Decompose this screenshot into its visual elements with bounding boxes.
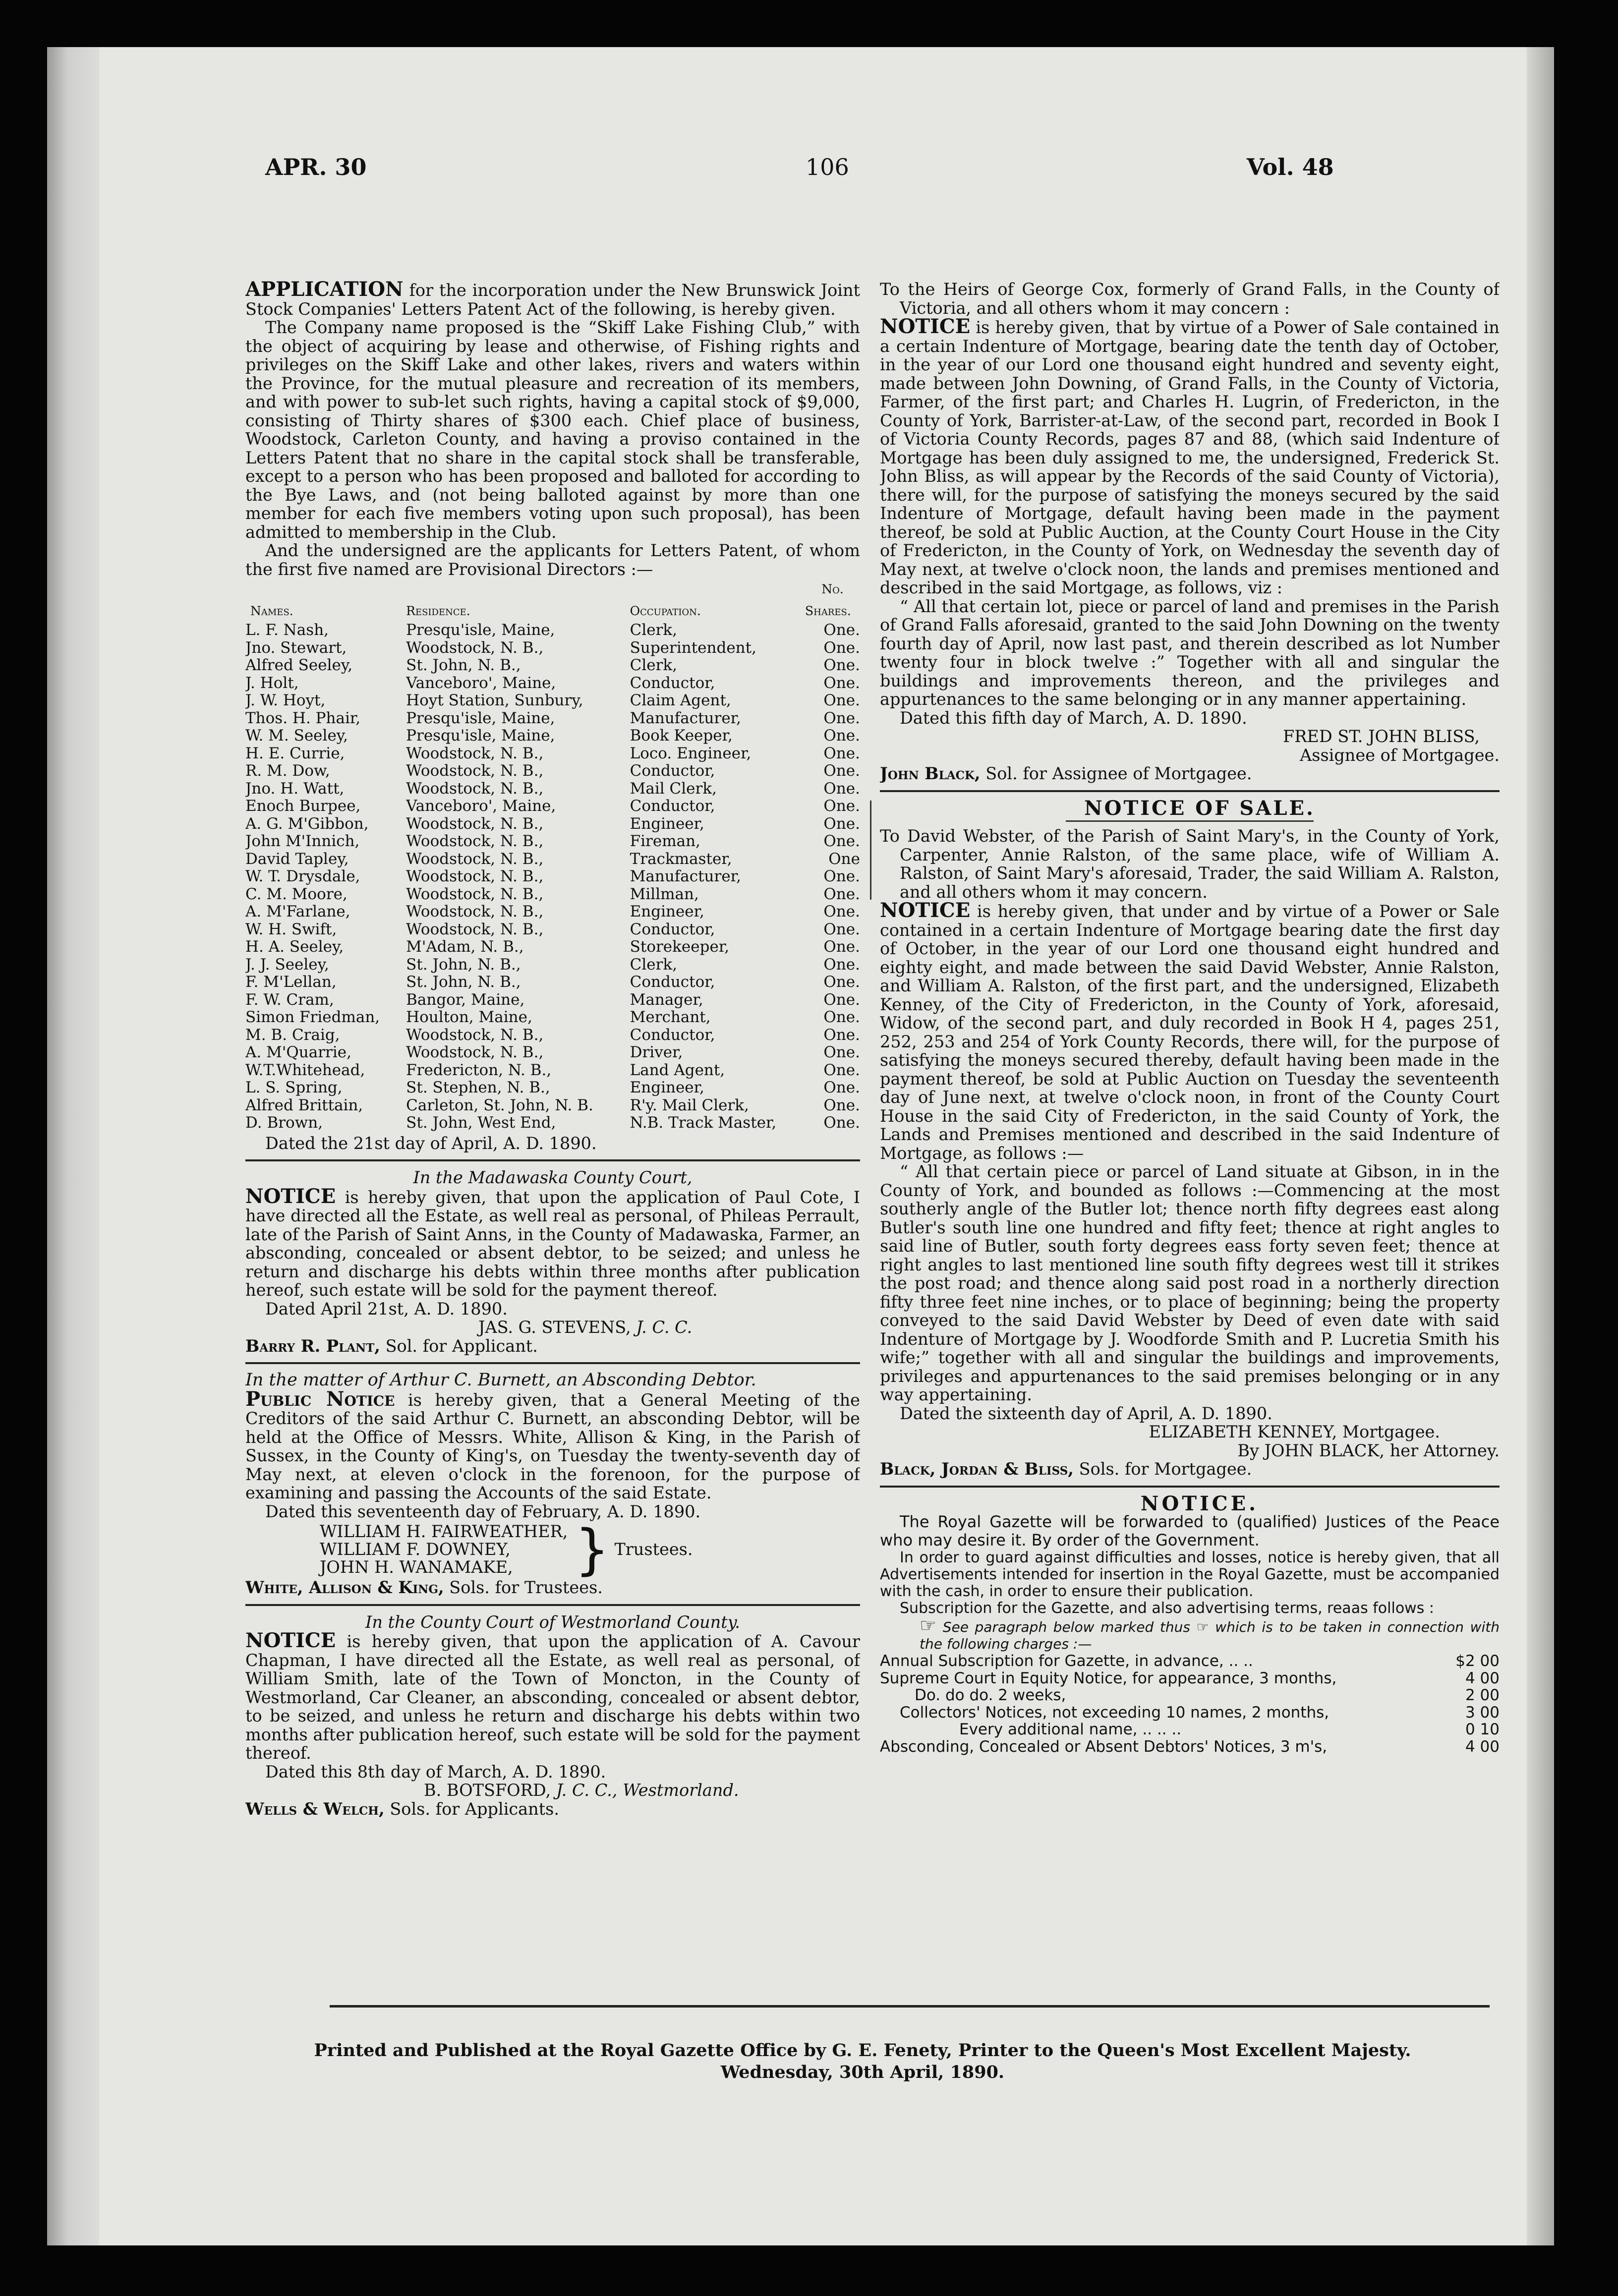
applicant-name: D. Brown,	[245, 1114, 323, 1132]
section-divider	[245, 1159, 860, 1161]
applicant-residence: Woodstock, N. B.,	[406, 780, 544, 798]
column-residence: Residence.	[406, 603, 470, 618]
madawaska-lead: NOTICE	[245, 1184, 336, 1208]
burnett-solicitor-name: White, Allison & King,	[245, 1578, 444, 1597]
applicant-residence: Woodstock, N. B.,	[406, 815, 544, 833]
brace-symbol: }	[575, 1518, 610, 1581]
westmorland-dated: Dated this 8th day of March, A. D. 1890.	[265, 1762, 606, 1781]
applicant-occupation: N.B. Track Master,	[630, 1114, 777, 1132]
applicant-name: Alfred Brittain,	[245, 1096, 363, 1114]
applicant-residence: Woodstock, N. B.,	[406, 868, 544, 885]
westmorland-solicitor-name: Wells & Welch,	[245, 1799, 385, 1819]
applicant-residence: Carleton, St. John, N. B.	[406, 1096, 593, 1114]
applicant-shares: One.	[823, 868, 860, 885]
table-row	[245, 1114, 860, 1132]
applicant-occupation: Trackmaster,	[630, 850, 732, 868]
applicant-residence: Presqu'isle, Maine,	[406, 622, 555, 639]
applicant-shares: One.	[823, 780, 860, 798]
trustee-name: WILLIAM F. DOWNEY,	[320, 1540, 511, 1559]
sale-lead: NOTICE	[880, 899, 971, 922]
applicant-shares: One.	[823, 815, 860, 833]
rate-amount: 2 00	[1465, 1686, 1500, 1704]
applicant-name: W. M. Seeley,	[245, 727, 348, 745]
sale-signature: ELIZABETH KENNEY, Mortgagee.	[1149, 1422, 1440, 1441]
cox-solicitor-name: John Black,	[880, 764, 981, 783]
cox-dated: Dated this fifth day of March, A. D. 1890.	[900, 708, 1247, 728]
applicant-occupation: Land Agent,	[630, 1061, 725, 1079]
trustees-label: Trustees.	[614, 1540, 693, 1559]
applicant-occupation: Conductor,	[630, 920, 715, 938]
applicant-occupation: Clerk,	[630, 956, 678, 974]
sale-title: NOTICE OF SALE.	[1084, 796, 1315, 820]
table-row	[245, 1062, 860, 1080]
burnett-notice	[245, 1371, 860, 1597]
applicant-residence: Woodstock, N. B.,	[406, 885, 544, 903]
gazette-page	[47, 47, 1554, 2245]
table-row	[245, 974, 860, 991]
column-divider	[870, 801, 871, 900]
applicant-residence: Woodstock, N. B.,	[406, 1044, 544, 1061]
madawaska-signature-title: J. C. C.	[636, 1318, 693, 1337]
rate-description: Annual Subscription for Gazette, in advance, .. ..	[880, 1652, 1253, 1670]
applicant-residence: Woodstock, N. B.,	[406, 850, 544, 868]
applicant-residence: St. Stephen, N. B.,	[406, 1079, 550, 1096]
applicant-name: Enoch Burpee,	[245, 798, 361, 815]
trustee-name: JOHN H. WANAMAKE,	[320, 1557, 513, 1577]
cox-address: To the Heirs of George Cox, formerly of Grand Falls, in the County of Victoria, and all others whom it may concern :	[880, 280, 1500, 318]
applicant-residence: Woodstock, N. B.,	[406, 833, 544, 850]
applicant-shares: One.	[823, 762, 860, 780]
rate-amount: 3 00	[1465, 1703, 1500, 1722]
madawaska-solicitor-role: Sol. for Applicant.	[380, 1336, 538, 1356]
table-row	[245, 921, 860, 939]
applicant-occupation: Clerk,	[630, 622, 678, 639]
applicant-residence: Vanceboro', Maine,	[406, 798, 556, 815]
applicant-shares: One.	[823, 1096, 860, 1114]
applicant-occupation: Superintendent,	[630, 639, 756, 657]
table-row	[245, 991, 860, 1009]
applicant-occupation: Manager,	[630, 991, 703, 1009]
imprint-footer	[280, 2040, 1445, 2083]
rates-table	[880, 1653, 1500, 1755]
applicant-residence: St. John, N. B.,	[406, 974, 521, 991]
cox-body: is hereby given, that by virtue of a Power of Sale contained in a certain Indenture of Mortgage, bearing date the tenth day of October, in the year of our Lord one thousand eight hundred and seventy eight, made between John Downing, of Grand Falls, in the County of Victoria, Farmer, of the first part; and Charles H. Lugrin, of Fredericton, in the County of York, Barrister-at-Law, of the second part, recorded in Book I of Victoria County Records, pages 87 and 88, (which said Indenture of Mortgage has been duly assigned to me, the undersigned, Frederick St. John Bliss, as will appear by the Records of the said County of Victoria), there will, for the purpose of satisfying the moneys secured by the said Indenture of Mortgage, default having been made in the payment thereof, be sold at Public Auction, at the County Court House in the City of Fredericton, in the County of York, on Wednesday the seventh day of May next, at twelve o'clock noon, the lands and premises mentioned and described in the said Mortgage, as follows, viz :	[880, 318, 1500, 597]
applicant-occupation: Merchant,	[630, 1009, 711, 1026]
applicant-shares: One.	[823, 1079, 860, 1096]
madawaska-solicitor-name: Barry R. Plant,	[245, 1336, 380, 1356]
incorporation-dated: Dated the 21st day of April, A. D. 1890.	[265, 1133, 597, 1153]
applicant-name: Thos. H. Phair,	[245, 709, 361, 727]
applicant-occupation: Conductor,	[630, 974, 715, 991]
table-row	[245, 886, 860, 904]
applicant-occupation: Loco. Engineer,	[630, 745, 751, 762]
westmorland-solicitor-role: Sols. for Applicants.	[384, 1799, 560, 1819]
rate-amount: 4 00	[1465, 1669, 1500, 1687]
applicant-residence: Woodstock, N. B.,	[406, 762, 544, 780]
table-row	[245, 727, 860, 745]
sale-solicitor-role: Sols. for Mortgagee.	[1073, 1459, 1252, 1479]
table-row	[245, 1044, 860, 1062]
applicant-residence: St. John, N. B.,	[406, 657, 521, 674]
trustees-block	[320, 1518, 860, 1581]
applicant-shares: One.	[823, 903, 860, 920]
applicant-name: J. J. Seeley,	[245, 956, 329, 974]
applicant-shares: One.	[823, 622, 860, 639]
sale-dated: Dated the sixteenth day of April, A. D. 1890.	[900, 1403, 1272, 1423]
table-row	[245, 938, 860, 956]
imprint-date: Wednesday, 30th April, 1890.	[720, 2062, 1005, 2082]
applicant-occupation: Conductor,	[630, 1026, 715, 1044]
applicant-residence: Woodstock, N. B.,	[406, 745, 544, 762]
section-divider	[880, 790, 1500, 792]
applicant-shares: One.	[823, 938, 860, 956]
westmorland-notice	[245, 1613, 860, 1819]
cox-signature: FRED ST. JOHN BLISS,	[1282, 727, 1480, 746]
table-row	[245, 780, 860, 798]
applicant-name: A. M'Quarrie,	[245, 1044, 351, 1061]
applicant-name: M. B. Craig,	[245, 1026, 340, 1044]
table-row	[245, 639, 860, 657]
madawaska-signature: JAS. G. STEVENS,	[478, 1318, 631, 1337]
table-row	[245, 1009, 860, 1027]
applicant-occupation: Millman,	[630, 885, 699, 903]
applicant-residence: Hoyt Station, Sunbury,	[406, 692, 583, 709]
volume-label: Vol. 48	[1247, 154, 1334, 180]
rate-row	[880, 1653, 1500, 1670]
issue-date: APR. 30	[265, 154, 367, 180]
rate-amount: $2 00	[1455, 1652, 1500, 1670]
madawaska-notice	[245, 1168, 860, 1355]
applicant-residence: Fredericton, N. B.,	[406, 1061, 552, 1079]
rate-description: Absconding, Concealed or Absent Debtors' Notices, 3 m's,	[880, 1737, 1328, 1756]
applicant-occupation: Conductor,	[630, 798, 715, 815]
table-row	[245, 710, 860, 728]
title-underline	[1066, 820, 1314, 822]
cox-solicitor-role: Sol. for Assignee of Mortgagee.	[980, 764, 1252, 783]
table-row	[245, 868, 860, 886]
applicant-occupation: Manufacturer,	[630, 709, 741, 727]
applicant-shares: One.	[823, 956, 860, 974]
section-divider	[245, 1362, 860, 1364]
notice-pointer-note: See paragraph below marked thus ☞ which is to be taken in connection with the following charges :—	[920, 1619, 1500, 1652]
applicant-name: Simon Friedman,	[245, 1009, 380, 1026]
applicant-shares: One.	[823, 974, 860, 991]
westmorland-heading: In the County Court of Westmorland County.	[365, 1612, 740, 1632]
page-number: 106	[806, 154, 849, 180]
applicant-residence: St. John, N. B.,	[406, 956, 521, 974]
table-row	[245, 692, 860, 710]
applicant-name: L. S. Spring,	[245, 1079, 343, 1096]
table-row	[245, 1027, 860, 1044]
applicant-shares: One.	[823, 745, 860, 762]
applicant-name: F. W. Cram,	[245, 991, 334, 1009]
sale-quote: “ All that certain piece or parcel of Land situate at Gibson, in in the County of York, and bounded as follows :—Commencing at the most southerly angle of the Butler lot; thence north fifty degrees east along Butler's south line one hundred and fifty feet; thence at right angles to said line of Butler, south forty degrees eass forty seven feet; thence at right angles to last mentioned line south fifty degrees west till it strikes the post road; and thence along said post road in a northerly direction fifty three feet nine inches, or to place of beginning; being the property conveyed to the said David Webster by Deed of even date with said Indenture of Mortgage by J. Woodforde Smith and P. Lucretia Smith his wife;” together with all and singular the buildings and improvements, privileges and appurtenances to the said premises belonging or in any way appertaining.	[880, 1162, 1500, 1404]
incorporation-body: The Company name proposed is the “Skiff Lake Fishing Club,” with the object of acquiring by lease and otherwise, of Fishing rights and privileges on the Skiff Lake and other lakes, rivers and waters within the Province, for the mutual pleasure and recreation of its members, and with power to sub-let such rights, having a capital stock of $9,000, consisting of Thirty shares of $300 each. Chief place of business, Woodstock, Carleton County, and having a proviso contained in the Letters Patent that no share in the capital stock shall be transferable, except to a person who has been proposed and balloted for according to the Bye Laws, and (not being balloted against by more than one member for each five members voting upon such proposal), has been admitted to membership in the Club.	[245, 318, 860, 542]
burnett-solicitor-role: Sols. for Trustees.	[444, 1578, 603, 1597]
pointing-hand-icon: ☞	[920, 1614, 937, 1636]
applicant-residence: Vanceboro', Maine,	[406, 674, 556, 692]
applicant-shares: One.	[823, 657, 860, 674]
page-edge	[1527, 47, 1554, 2245]
applicant-shares: One.	[823, 885, 860, 903]
applicant-occupation: Claim Agent,	[630, 692, 731, 709]
rate-row	[880, 1704, 1500, 1722]
applicant-name: John M'Innich,	[245, 833, 360, 850]
gazette-notice	[880, 1494, 1500, 1756]
applicant-residence: St. John, West End,	[406, 1114, 556, 1132]
applicant-shares: One.	[823, 991, 860, 1009]
notice-title: NOTICE.	[1140, 1492, 1259, 1515]
table-row	[245, 745, 860, 763]
table-row	[245, 1079, 860, 1097]
rate-amount: 0 10	[1465, 1721, 1500, 1738]
applicant-occupation: Storekeeper,	[630, 938, 730, 956]
applicant-occupation: Engineer,	[630, 815, 704, 833]
applicant-occupation: Mail Clerk,	[630, 780, 717, 798]
burnett-dated: Dated this seventeenth day of February, A. D. 1890.	[265, 1501, 701, 1521]
applicant-residence: Houlton, Maine,	[406, 1009, 532, 1026]
table-row	[245, 622, 860, 639]
applicant-occupation: Fireman,	[630, 833, 700, 850]
rate-description: Do. do do. 2 weeks,	[915, 1686, 1066, 1704]
applicant-shares: One.	[823, 798, 860, 815]
applicant-shares: One.	[823, 1026, 860, 1044]
applicant-shares: One.	[823, 1009, 860, 1026]
imprint-line: Printed and Published at the Royal Gazette Office by G. E. Fenety, Printer to the Queen's Most Excellent Majesty.	[314, 2040, 1411, 2061]
burnett-lead: Public Notice	[245, 1387, 395, 1411]
notice-paragraph-1: The Royal Gazette will be forwarded to (qualified) Justices of the Peace who may desire it. By order of the Government.	[880, 1512, 1500, 1550]
notice-paragraph-2: In order to guard against difficulties and losses, notice is hereby given, that all Advertisements intended for insertion in the Royal Gazette, must be accompanied with the cash, in order to ensure their publication.	[880, 1549, 1500, 1600]
applicant-occupation: Book Keeper,	[630, 727, 733, 745]
applicant-name: W. T. Drysdale,	[245, 868, 360, 885]
right-column	[880, 280, 1500, 1975]
column-no: No.	[821, 582, 844, 596]
rate-row	[880, 1670, 1500, 1687]
applicant-name: David Tapley,	[245, 850, 349, 868]
applicant-residence: Bangor, Maine,	[406, 991, 525, 1009]
applicant-residence: Woodstock, N. B.,	[406, 639, 544, 657]
table-row	[245, 815, 860, 833]
applicant-name: A. M'Farlane,	[245, 903, 350, 920]
applicant-shares: One.	[823, 709, 860, 727]
binding-spine	[47, 47, 99, 2245]
table-row	[245, 1097, 860, 1115]
table-row	[245, 762, 860, 780]
sale-address: To David Webster, of the Parish of Saint Mary's, in the County of York, Carpenter, Annie Ralston, of the same place, wife of William A. Ralston, of Saint Mary's aforesaid, Trader, the said William A. Ralston, and all others whom it may concern.	[880, 826, 1500, 902]
incorporation-lead: APPLICATION	[245, 280, 404, 301]
column-names: Names.	[250, 603, 293, 618]
applicant-shares: One.	[823, 833, 860, 850]
table-row	[245, 833, 860, 851]
applicant-name: J. Holt,	[245, 674, 299, 692]
table-row	[245, 903, 860, 921]
rate-description: Supreme Court in Equity Notice, for appearance, 3 months,	[880, 1669, 1337, 1687]
applicant-name: F. M'Lellan,	[245, 974, 337, 991]
applicant-name: L. F. Nash,	[245, 622, 329, 639]
applicant-shares: One.	[823, 674, 860, 692]
applicant-shares: One.	[823, 639, 860, 657]
westmorland-signature: B. BOTSFORD,	[424, 1780, 551, 1800]
column-occupation: Occupation.	[630, 603, 701, 618]
applicant-shares: One.	[823, 692, 860, 709]
table-row	[245, 956, 860, 974]
applicant-residence: Presqu'isle, Maine,	[406, 727, 555, 745]
madawaska-dated: Dated April 21st, A. D. 1890.	[265, 1299, 508, 1319]
applicant-name: Jno. H. Watt,	[245, 780, 345, 798]
burnett-heading: In the matter of Arthur C. Burnett, an Absconding Debtor.	[245, 1370, 756, 1390]
applicants-table	[245, 578, 860, 1132]
madawaska-body: is hereby given, that upon the application of Paul Cote, I have directed all the Estate, as well real as personal, of Phileas Perrault, late of the Parish of Saint Anns, in the County of Madawaska, Farmer, an absconding, concealed or absent debtor, to be seized; and unless he return and discharge his debts within three months after publication hereof, such estate will be sold for the payment thereof.	[245, 1187, 860, 1300]
applicant-name: Jno. Stewart,	[245, 639, 347, 657]
table-row	[245, 675, 860, 692]
applicant-shares: One	[828, 850, 860, 868]
applicant-occupation: Manufacturer,	[630, 868, 741, 885]
applicant-shares: One.	[823, 727, 860, 745]
applicant-name: W. H. Swift,	[245, 920, 337, 938]
rate-row	[880, 1687, 1500, 1704]
applicant-name: R. M. Dow,	[245, 762, 330, 780]
incorporation-notice	[245, 280, 860, 1152]
applicant-residence: Woodstock, N. B.,	[406, 903, 544, 920]
applicant-shares: One.	[823, 1061, 860, 1079]
applicant-shares: One.	[823, 1044, 860, 1061]
applicant-name: H. E. Currie,	[245, 745, 345, 762]
madawaska-heading: In the Madawaska County Court,	[413, 1168, 693, 1187]
applicant-name: A. G. M'Gibbon,	[245, 815, 369, 833]
burnett-body: is hereby given, that a General Meeting of the Creditors of the said Arthur C. Burnett, an absconding Debtor, will be held at the Office of Messrs. White, Allison & King, in the Parish of Sussex, in the County of King's, on Tuesday the twenty-seventh day of May next, at eleven o'clock in the forenoon, for the purpose of examining and passing the Accounts of the said Estate.	[245, 1390, 860, 1502]
applicant-occupation: R'y. Mail Clerk,	[630, 1096, 749, 1114]
applicant-occupation: Conductor,	[630, 762, 715, 780]
applicant-occupation: Engineer,	[630, 903, 704, 920]
column-shares: Shares.	[805, 603, 851, 618]
applicant-name: W.T.Whitehead,	[245, 1061, 365, 1079]
applicant-residence: Presqu'isle, Maine,	[406, 709, 555, 727]
footer-rule	[330, 2005, 1490, 2008]
applicant-occupation: Conductor,	[630, 674, 715, 692]
applicant-name: J. W. Hoyt,	[245, 692, 326, 709]
westmorland-lead: NOTICE	[245, 1629, 336, 1652]
cox-quote: “ All that certain lot, piece or parcel of land and premises in the Parish of Grand Falls aforesaid, granted to the said John Downing on the twenty fourth day of April, now last past, and therein described as lot Number twenty four in block twelve :” Together with all and singular the buildings and improvements thereon, and the privileges and appurtenances to the same belonging or in any manner appertaining.	[880, 596, 1500, 709]
notice-paragraph-3: Subscription for the Gazette, and also advertising terms, reaas follows :	[900, 1600, 1434, 1617]
westmorland-signature-title: J. C. C., Westmorland.	[556, 1780, 739, 1800]
table-row	[245, 798, 860, 815]
incorporation-intro: for the incorporation under the New Brunswick Joint Stock Companies' Letters Patent Act of the following, is hereby given.	[245, 281, 860, 319]
trustee-name: WILLIAM H. FAIRWEATHER,	[320, 1522, 568, 1541]
applicant-name: C. M. Moore,	[245, 885, 347, 903]
incorporation-applicants-intro: And the undersigned are the applicants for Letters Patent, of whom the first five named are Provisional Directors :—	[245, 541, 860, 579]
cox-notice	[880, 280, 1500, 783]
applicant-name: Alfred Seeley,	[245, 657, 353, 674]
left-column	[245, 280, 860, 2025]
rate-description: Collectors' Notices, not exceeding 10 names, 2 months,	[900, 1703, 1329, 1722]
applicant-residence: Woodstock, N. B.,	[406, 920, 544, 938]
rate-amount: 4 00	[1465, 1737, 1500, 1756]
applicant-residence: Woodstock, N. B.,	[406, 1026, 544, 1044]
section-divider	[245, 1604, 860, 1606]
sale-body: is hereby given, that under and by virtue of a Power or Sale contained in a certain Indenture of Mortgage bearing date the first day of October, in the year of our Lord one thousand eight hundred and eighty eight, and made between the said David Webster, Annie Ralston, and William A. Ralston, of the first part, and the undersigned, Elizabeth Kenney, of the City of Fredericton, in the County of York, aforesaid, Widow, of the second part, and duly recorded in Book H 4, pages 251, 252, 253 and 254 of York County Records, there will, for the purpose of satisfying the moneys secured thereby, default having been made in the payment thereof, be sold at Public Auction on Tuesday the seventeenth day of June next, at twelve o'clock noon, in front of the County Court House in the said City of Fredericton, in the said County of York, the Lands and Premises mentioned and described in the said Indenture of Mortgage, as follows :—	[880, 902, 1500, 1163]
applicant-residence: M'Adam, N. B.,	[406, 938, 524, 956]
table-row	[245, 657, 860, 675]
westmorland-body: is hereby given, that upon the application of A. Cavour Chapman, I have directed all the Estate, as well real as personal, of William Smith, late of the Town of Moncton, in the County of Westmorland, Car Cleaner, an absconding, concealed or absent debtor, to be seized, and unless he return and discharge his debts within two months after publication hereof, such estate will be sold for the payment thereof.	[245, 1632, 860, 1763]
sale-attorney: By JOHN BLACK, her Attorney.	[1237, 1440, 1500, 1460]
rate-row	[880, 1721, 1500, 1738]
rate-row	[880, 1738, 1500, 1756]
applicant-name: H. A. Seeley,	[245, 938, 344, 956]
section-divider	[880, 1486, 1500, 1488]
cox-lead: NOTICE	[880, 315, 971, 338]
applicant-occupation: Driver,	[630, 1044, 683, 1061]
sale-solicitor-name: Black, Jordan & Bliss,	[880, 1459, 1074, 1479]
rate-description: Every additional name, .. .. ..	[959, 1721, 1182, 1738]
applicant-shares: One.	[823, 1114, 860, 1132]
sale-notice	[880, 796, 1500, 1479]
applicant-occupation: Clerk,	[630, 657, 678, 674]
applicant-shares: One.	[823, 920, 860, 938]
table-row	[245, 851, 860, 868]
cox-signature-role: Assignee of Mortgagee.	[1300, 745, 1500, 765]
applicant-occupation: Engineer,	[630, 1079, 704, 1096]
